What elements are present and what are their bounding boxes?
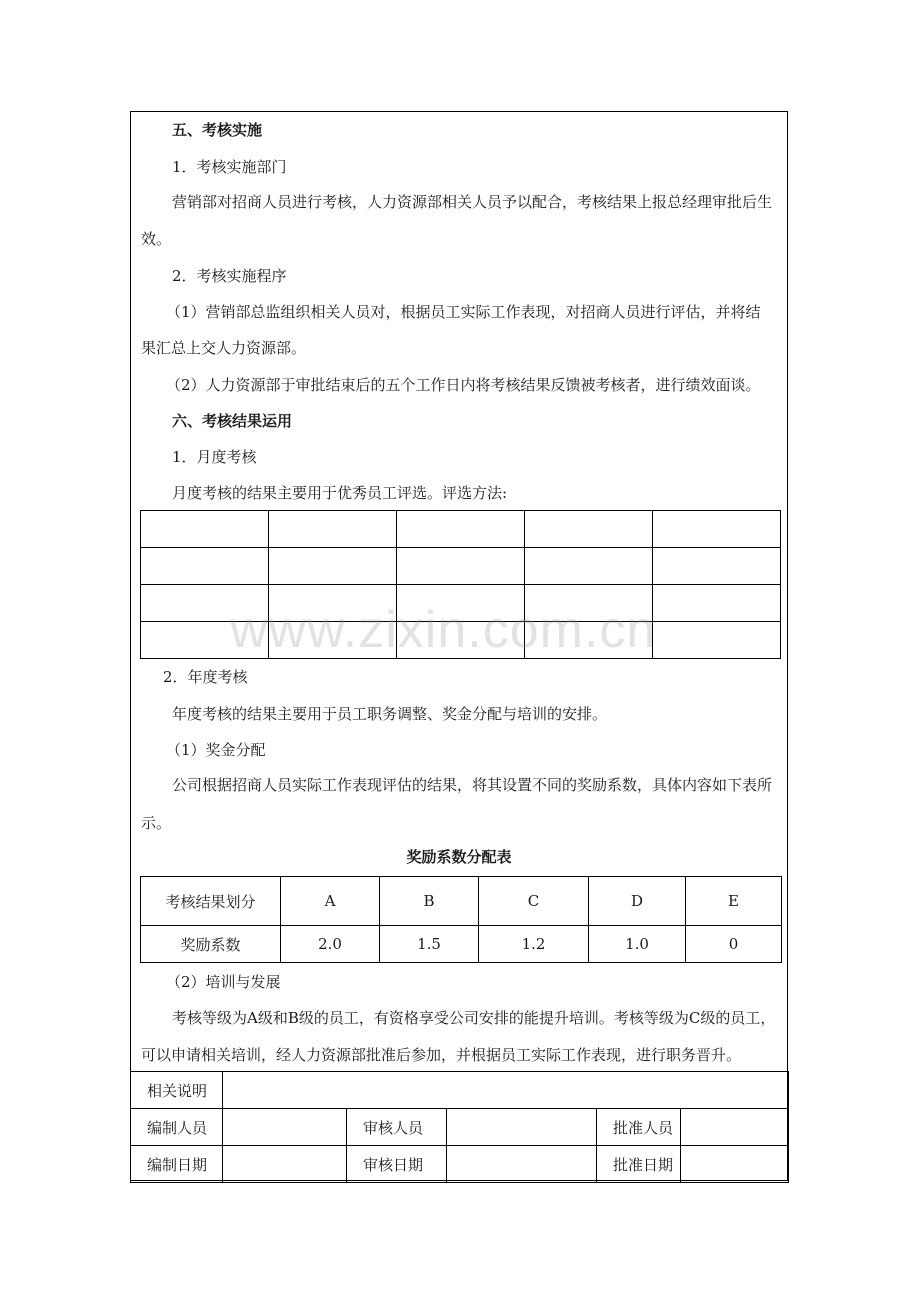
- editor-field: [223, 1109, 347, 1146]
- grade-cell: B: [380, 877, 479, 926]
- approver-label: 批准人员: [597, 1109, 681, 1146]
- section-6-paragraph-2: 年度考核的结果主要用于员工职务调整、奖金分配与培训的安排。: [172, 705, 608, 723]
- edit-date-field: [223, 1146, 347, 1183]
- table-cell: [525, 511, 653, 548]
- table-row: [141, 511, 781, 548]
- section-6-paragraph-1: 月度考核的结果主要用于优秀员工评选。评选方法:: [172, 484, 508, 502]
- grade-cell: A: [281, 877, 380, 926]
- section-6-item-2: 2．年度考核: [163, 668, 248, 686]
- related-notes-field: [223, 1072, 789, 1109]
- table-row: [131, 1146, 789, 1183]
- bonus-coefficient-table: [140, 876, 782, 963]
- coefficient-cell: 1.5: [380, 926, 479, 963]
- grade-cell: C: [479, 877, 589, 926]
- table-row: [141, 548, 781, 585]
- coefficient-cell: 2.0: [281, 926, 380, 963]
- section-5-paragraph-1b: 效。: [141, 230, 172, 248]
- table-cell: [397, 511, 525, 548]
- grade-cell: E: [686, 877, 782, 926]
- table-cell: [269, 511, 397, 548]
- table-row: [131, 1072, 789, 1109]
- table-row: [131, 1109, 789, 1146]
- table-cell: [525, 548, 653, 585]
- bonus-table-title: 奖励系数分配表: [406, 848, 512, 866]
- table-cell: [653, 622, 781, 659]
- related-notes-label: 相关说明: [131, 1072, 223, 1109]
- grade-cell: D: [589, 877, 686, 926]
- section-5-item-2: 2．考核实施程序: [172, 267, 287, 285]
- edit-date-label: 编制日期: [131, 1146, 223, 1183]
- section-5-item-1: 1．考核实施部门: [172, 158, 287, 176]
- coefficient-cell: 1.2: [479, 926, 589, 963]
- reviewer-label: 审核人员: [347, 1109, 447, 1146]
- review-date-label: 审核日期: [347, 1146, 447, 1183]
- section-6-sub-1: （1）奖金分配: [166, 741, 266, 759]
- section-6-item-1: 1．月度考核: [172, 448, 257, 466]
- section-6-paragraph-4a: 考核等级为A级和B级的员工，有资格享受公司安排的能提升培训。考核等级为C级的员工，: [172, 1009, 776, 1027]
- table-row: [141, 926, 782, 963]
- section-6-paragraph-3b: 示。: [141, 814, 172, 832]
- section-6-paragraph-3a: 公司根据招商人员实际工作表现评估的结果，将其设置不同的奖励系数，具体内容如下表所: [172, 776, 773, 794]
- approve-date-label: 批准日期: [597, 1146, 681, 1183]
- coefficient-cell: 1.0: [589, 926, 686, 963]
- approve-date-field: [681, 1146, 789, 1183]
- grade-header-cell: 考核结果划分: [141, 877, 281, 926]
- section-6-sub-2: （2）培训与发展: [166, 973, 281, 991]
- coefficient-cell: 0: [686, 926, 782, 963]
- table-cell: [653, 585, 781, 622]
- section-5-paragraph-1a: 营销部对招商人员进行考核，人力资源部相关人员予以配合，考核结果上报总经理审批后生: [172, 193, 773, 211]
- signoff-table: [130, 1071, 789, 1183]
- reviewer-field: [447, 1109, 597, 1146]
- section-5-paragraph-3: （2）人力资源部于审批结束后的五个工作日内将考核结果反馈被考核者，进行绩效面谈。: [166, 376, 761, 394]
- table-cell: [141, 511, 269, 548]
- table-cell: [397, 548, 525, 585]
- section-5-paragraph-2a: （1）营销部总监组织相关人员对，根据员工实际工作表现，对招商人员进行评估，并将结: [166, 303, 761, 321]
- editor-label: 编制人员: [131, 1109, 223, 1146]
- table-cell: [269, 548, 397, 585]
- table-cell: [653, 548, 781, 585]
- coefficient-header-cell: 奖励系数: [141, 926, 281, 963]
- approver-field: [681, 1109, 789, 1146]
- review-date-field: [447, 1146, 597, 1183]
- section-6-paragraph-4b: 可以申请相关培训，经人力资源部批准后参加，并根据员工实际工作表现，进行职务晋升。: [141, 1046, 742, 1064]
- section-5-title: 五、考核实施: [172, 121, 263, 139]
- table-cell: [653, 511, 781, 548]
- section-6-title: 六、考核结果运用: [172, 412, 293, 430]
- section-5-paragraph-2b: 果汇总上交人力资源部。: [141, 339, 307, 357]
- table-row: [141, 877, 782, 926]
- table-cell: [141, 548, 269, 585]
- watermark-text: www.zixin.com.cn: [230, 601, 657, 659]
